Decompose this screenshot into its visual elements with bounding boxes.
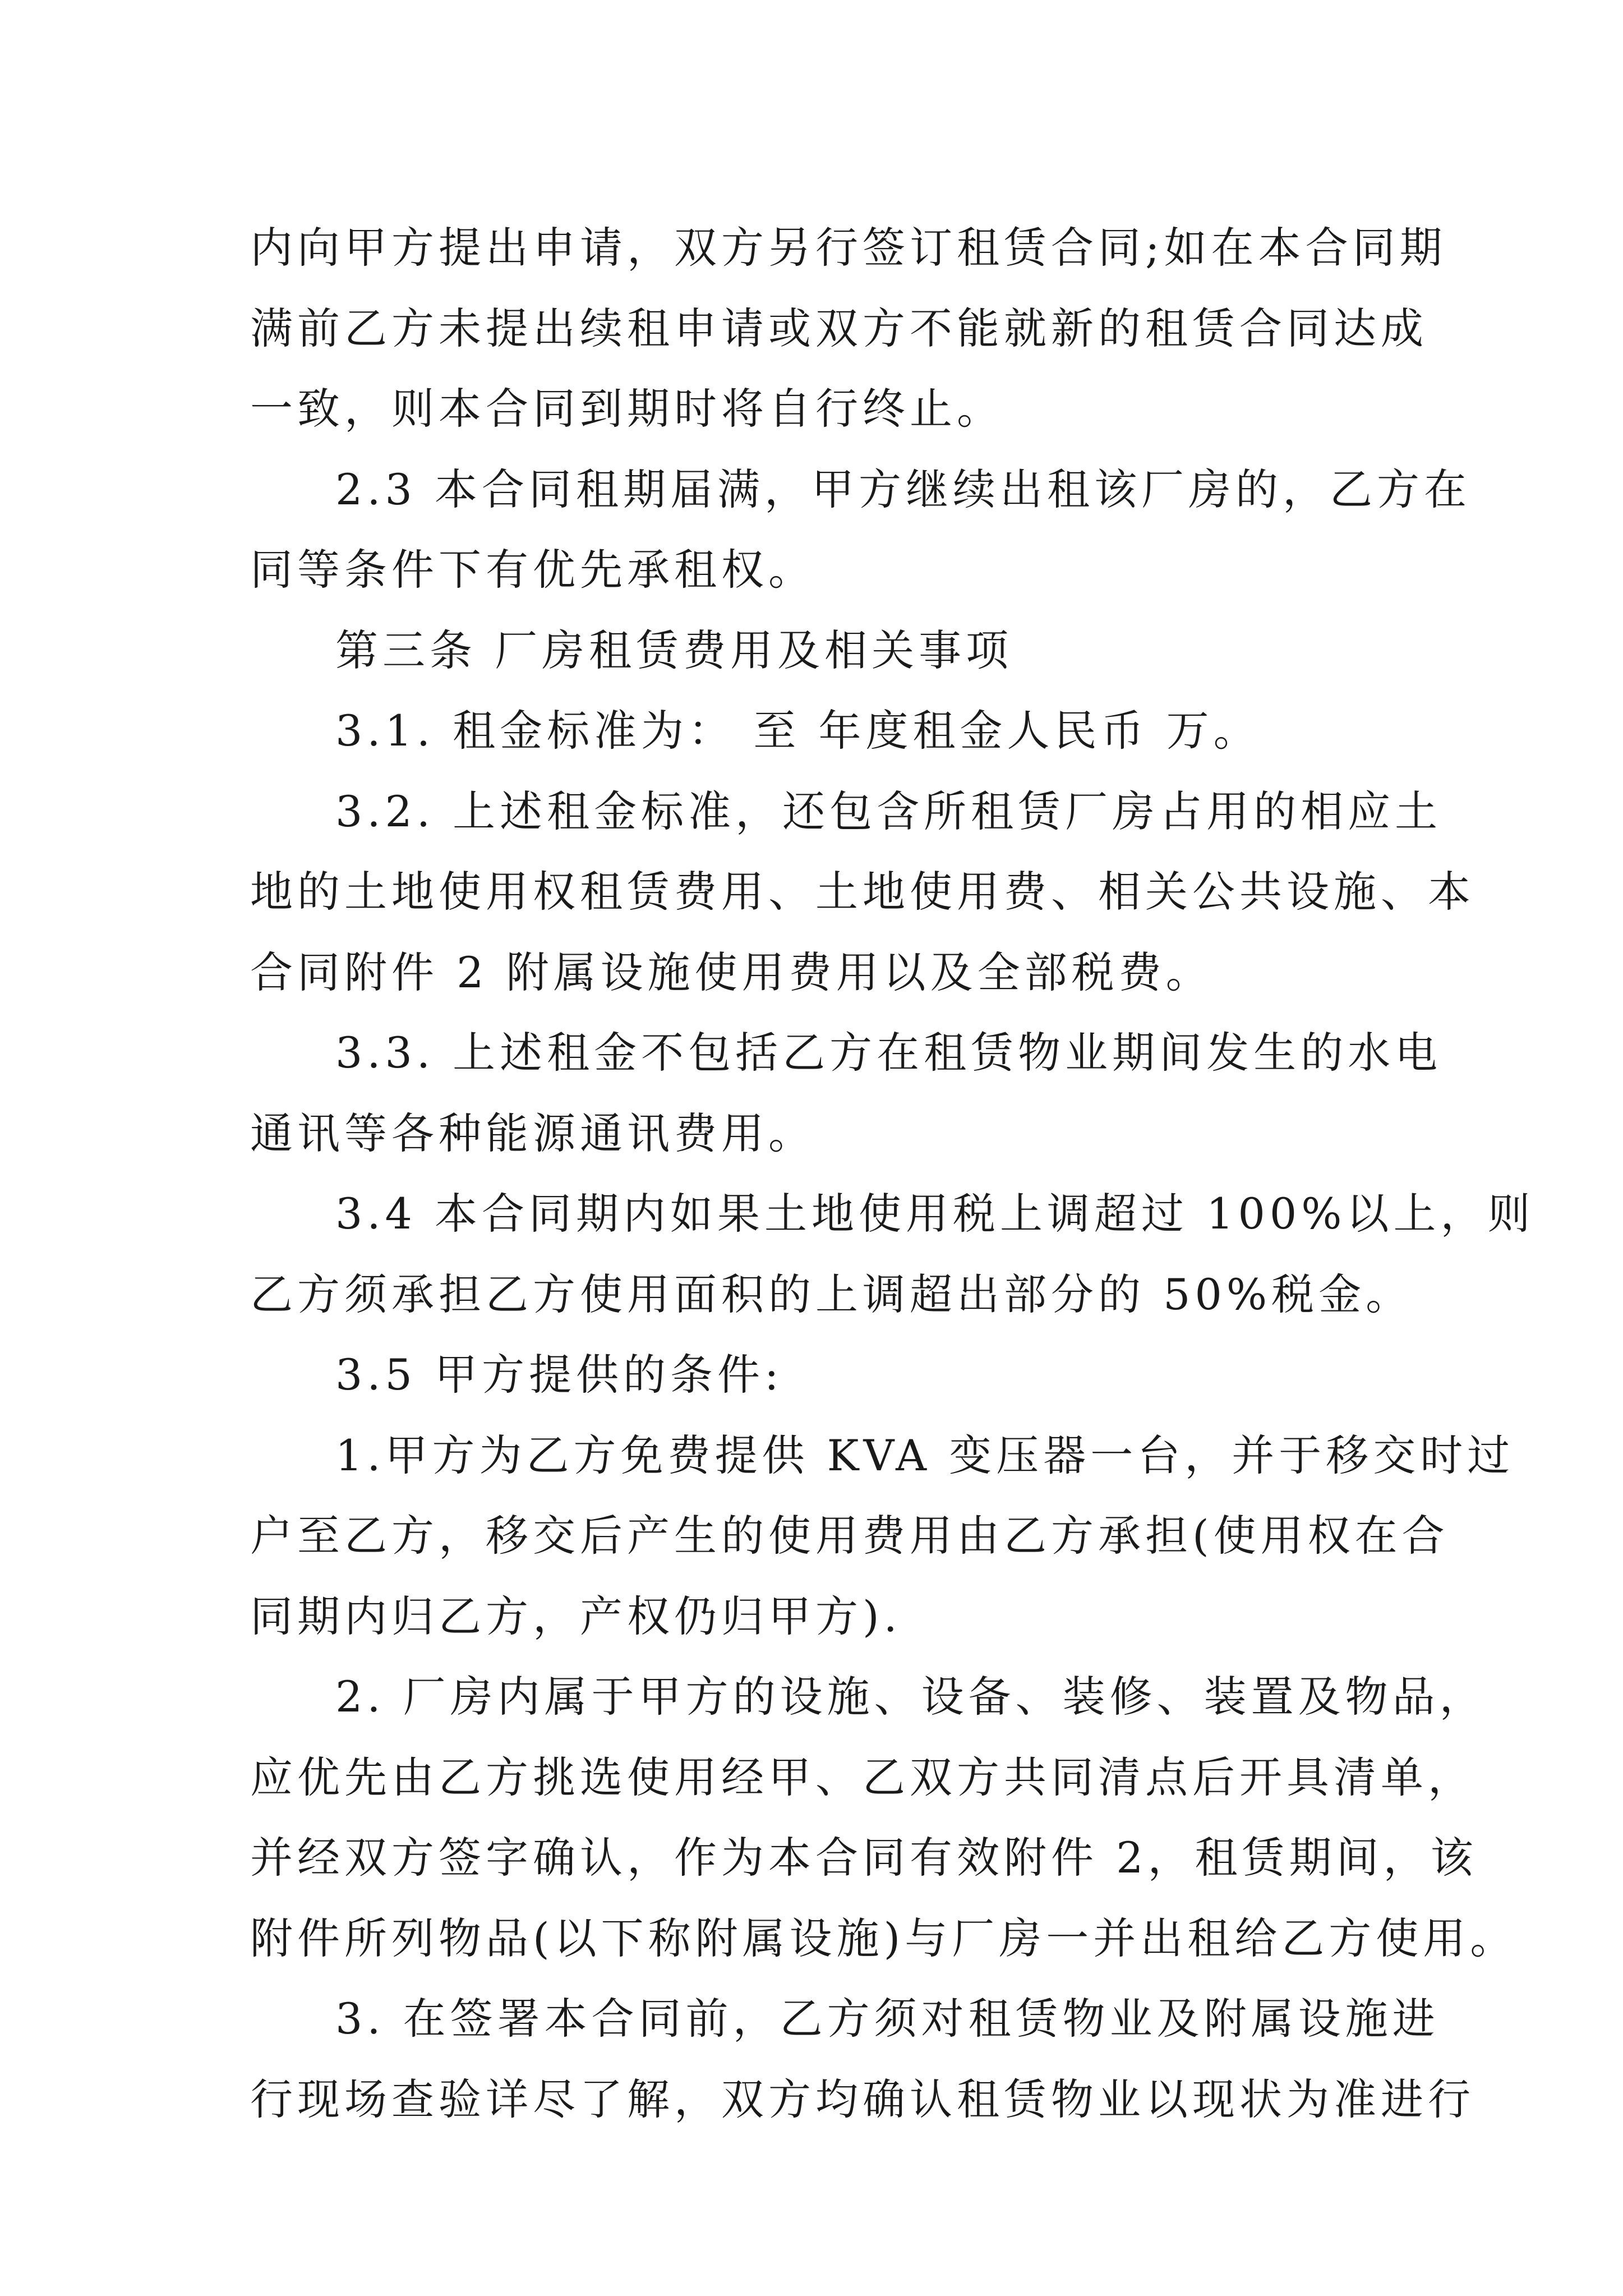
section-heading-article-3: 第三条 厂房租赁费用及相关事项 (335, 625, 1013, 675)
text-line: 附件所列物品(以下称附属设施)与厂房一并出租给乙方使用。 (250, 1913, 1518, 1963)
clause-3-2-line: 3.2. 上述租金标准，还包含所租赁厂房占用的相应土 (335, 786, 1442, 836)
text-line: 并经双方签字确认，作为本合同有效附件 2，租赁期间，该 (250, 1833, 1478, 1883)
clause-3-3-line: 3.3. 上述租金不包括乙方在租赁物业期间发生的水电 (335, 1028, 1442, 1078)
clause-2-3-line: 2.3 本合同租期届满，甲方继续出租该厂房的，乙方在 (335, 464, 1472, 514)
text-line: 通讯等各种能源通讯费用。 (250, 1108, 815, 1158)
item-1-line: 1.甲方为乙方免费提供 KVA 变压器一台，并于移交时过 (335, 1430, 1515, 1480)
text-line: 满前乙方未提出续租申请或双方不能就新的租赁合同达成 (250, 303, 1428, 353)
text-line: 地的土地使用权租赁费用、土地使用费、相关公共设施、本 (250, 867, 1475, 917)
clause-3-5-line: 3.5 甲方提供的条件: (335, 1350, 783, 1400)
text-line: 行现场查验详尽了解，双方均确认租赁物业以现状为准进行 (250, 2074, 1475, 2124)
text-line: 同等条件下有优先承租权。 (250, 545, 815, 595)
text-line: 内向甲方提出申请，双方另行签订租赁合同;如在本合同期 (250, 223, 1447, 273)
item-2-line: 2. 厂房内属于甲方的设施、设备、装修、装置及物品， (335, 1672, 1487, 1722)
text-line: 合同附件 2 附属设施使用费用以及全部税费。 (250, 947, 1213, 997)
item-3-line: 3. 在签署本合同前，乙方须对租赁物业及附属设施进 (335, 1994, 1440, 2044)
text-line: 同期内归乙方，产权仍归甲方). (250, 1591, 902, 1641)
clause-3-4-line: 3.4 本合同期内如果土地使用税上调超过 100%以上，则 (335, 1189, 1535, 1239)
contract-body-text (250, 208, 1535, 2139)
text-line: 应优先由乙方挑选使用经甲、乙双方共同清点后开具清单， (250, 1752, 1475, 1802)
clause-3-1-line: 3.1. 租金标准为： 至 年度租金人民币 万。 (335, 706, 1261, 756)
text-line: 一致，则本合同到期时将自行终止。 (250, 384, 1004, 434)
text-line: 乙方须承担乙方使用面积的上调超出部分的 50%税金。 (250, 1269, 1413, 1319)
text-line: 户至乙方，移交后产生的使用费用由乙方承担(使用权在合 (250, 1511, 1449, 1561)
